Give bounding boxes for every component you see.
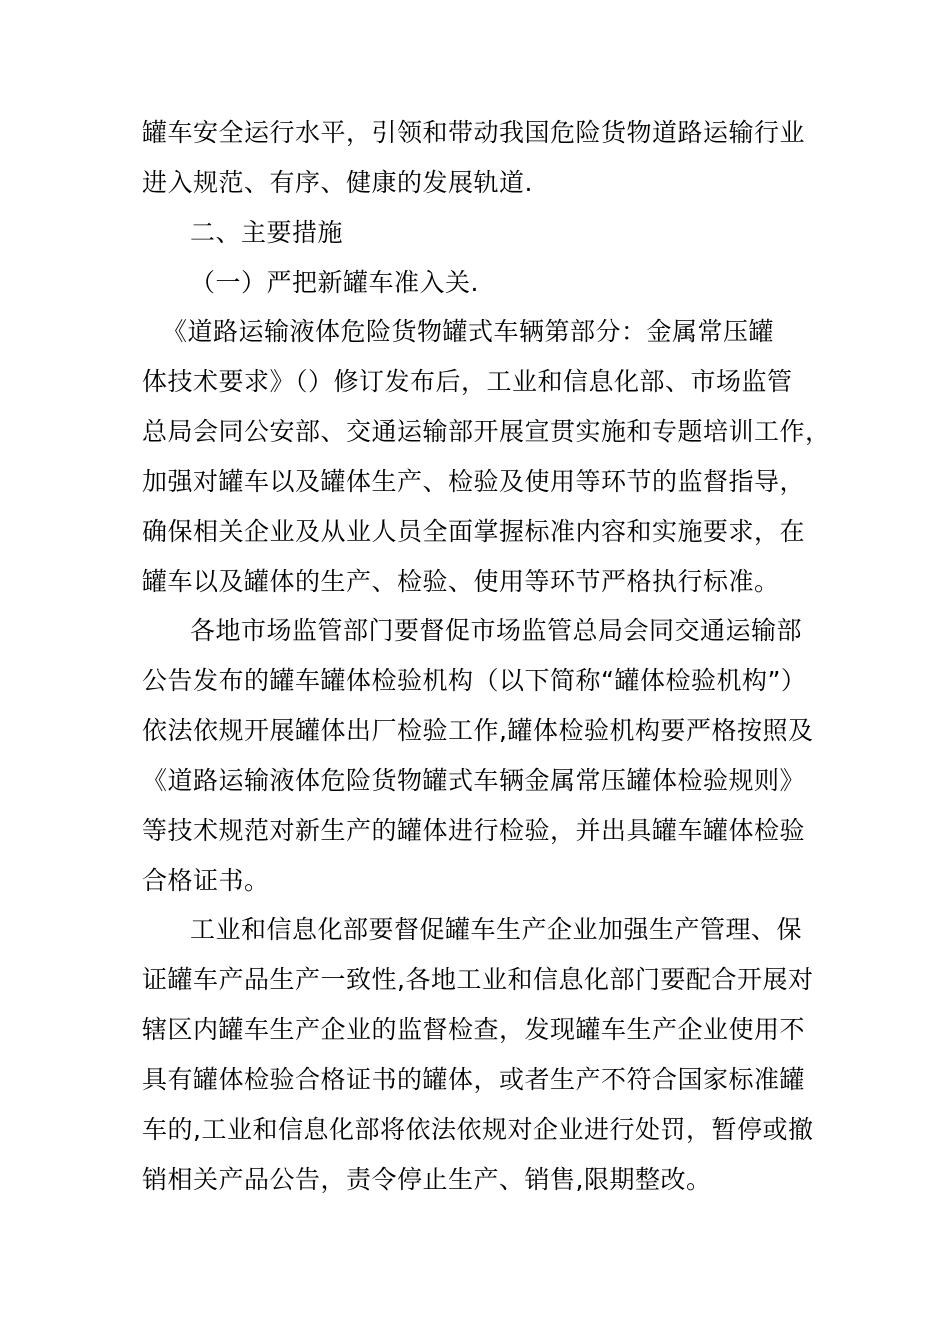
text-line: 车的,工业和信息化部将依法依规对企业进行处罚，暂停或撤 — [142, 1115, 814, 1144]
text-line: 进入规范、有序、健康的发展轨道. — [142, 168, 533, 197]
text-line: 总局会同公安部、交通运输部开展宣贯实施和专题培训工作， — [142, 417, 831, 446]
text-line: 销相关产品公告，责令停止生产、销售,限期整改。 — [142, 1165, 712, 1194]
text-line: 罐车以及罐体的生产、检验、使用等环节严格执行标准。 — [142, 567, 780, 596]
text-line: 依法依规开展罐体出厂检验工作,罐体检验机构要严格按照及 — [142, 716, 814, 745]
text-line: 《道路运输液体危险货物罐式车辆金属常压罐体检验规则》 — [142, 766, 806, 795]
text-line: 公告发布的罐车罐体检验机构（以下简称“罐体检验机构”） — [142, 666, 807, 695]
text-line: 加强对罐车以及罐体生产、检验及使用等环节的监督指导， — [142, 467, 806, 496]
text-line: 体技术要求》（）修订发布后，工业和信息化部、市场监管 — [142, 367, 793, 396]
text-line: 工业和信息化部要督促罐车生产企业加强生产管理、保 — [190, 915, 803, 944]
text-line: 具有罐体检验合格证书的罐体，或者生产不符合国家标准罐 — [142, 1065, 806, 1094]
text-line: 等技术规范对新生产的罐体进行检验，并出具罐车罐体检验 — [142, 816, 806, 845]
text-line: 各地市场监管部门要督促市场监管总局会同交通运输部 — [190, 616, 803, 645]
section-heading: 二、主要措施 — [190, 218, 344, 247]
text-line: 《道路运输液体危险货物罐式车辆第部分：金属常压罐 — [162, 317, 775, 346]
text-line: 辖区内罐车生产企业的监督检查，发现罐车生产企业使用不 — [142, 1015, 806, 1044]
text-line: 罐车安全运行水平，引领和带动我国危险货物道路运输行业 — [142, 118, 806, 147]
subsection-heading: （一）严把新罐车准入关. — [190, 268, 479, 297]
text-line: 证罐车产品生产一致性,各地工业和信息化部门要配合开展对 — [142, 965, 814, 994]
text-line: 合格证书。 — [142, 866, 270, 895]
text-line: 确保相关企业及从业人员全面掌握标准内容和实施要求，在 — [142, 517, 806, 546]
